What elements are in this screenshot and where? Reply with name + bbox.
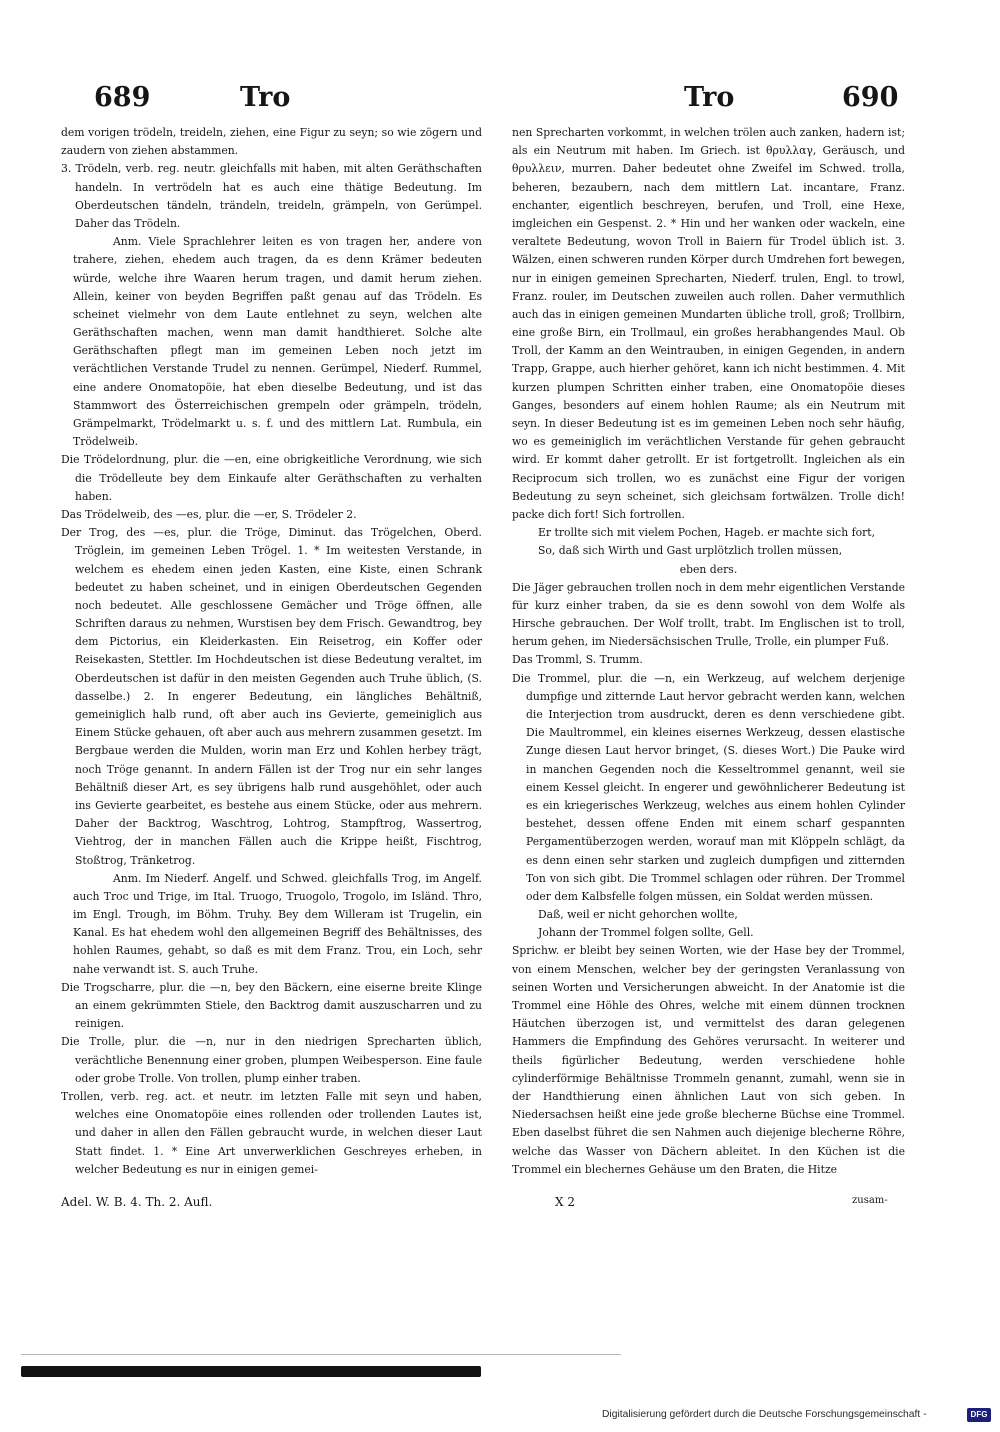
left-catchword: Tro: [240, 82, 291, 113]
entry-trolle: Die Trolle, plur. die —n, nur in den niedrigen Sprecharten üblich, verächtliche Benennung einer groben, plumpen Weibesperson. Eine faule oder grobe Trolle. Von trollen, plump einher traben.: [61, 1035, 482, 1085]
entry-continuation: dem vorigen trödeln, treideln, ziehen, eine Figur zu seyn; so wie zögern und zaudern von ziehen abstammen.: [61, 126, 482, 158]
quote-verse-3: Daß, weil er nicht gehorchen wollte,: [538, 908, 738, 922]
left-page-number: 689: [94, 82, 151, 113]
entry-trogscharre: Die Trogscharre, plur. die —n, bey den Bäckern, eine eiserne breite Klinge an einem gekrümmten Stiele, den Backtrog damit auszuscharren und zu reinigen.: [61, 980, 482, 1031]
entry-trommel-continued: Sprichw. er bleibt bey seinen Worten, wie der Hase bey der Trommel, von einem Menschen, welcher bey der geringsten Veranlassung von seinen Worten und Versicherungen abweicht. In der Anatomie ist die Trommel eine Höhle des Ohres, welche mit einem dünnen trocknen Häutchen überzogen ist, und vermittelst des daran gelegenen Hammers die Empfindung des Gehöres verursacht. In weiterer und theils figürlicher Bedeutung, werden verschiedene hohle cylinderförmige Behältnisse Trommeln genannt, zumahl, wenn sie in der Handthierung einen ähnlichen Laut von sich geben. In Niedersachsen heißt eine jede große blecherne Büchse eine Trommel. Eben daselbst führet die sen Nahmen auch diejenige blecherne Röhre, welche das Wasser von Dächern ableitet. In den Küchen ist die Trommel ein blechernes Gehäuse um den Braten, die Hitze: [512, 944, 905, 1176]
dfg-logo-text: DFG: [970, 1410, 988, 1419]
quote-verse-4: Johann der Trommel folgen sollte, Gell.: [538, 926, 754, 940]
right-catchword-foot: zusam-: [852, 1195, 888, 1206]
annotation-trog: Anm. Im Niederf. Angelf. und Schwed. gleichfalls Trog, im Angelf. auch Troc und Trige, im Ital. Truogo, Truogolo, Trogolo, im Isländ. Thro, im Engl. Trough, im Böhm. Truhy. Bey dem Willeram ist Trugelin, ein Kanal. Es hat ehedem wohl den allgemeinen Begriff des Behältnisses, des hohlen Raumes, gehabt, so daß es mit dem Franz. Trou, ein Loch, sehr nahe verwandt ist. S. auch Truhe.: [73, 871, 482, 976]
entry-trommel: Die Trommel, plur. die —n, ein Werkzeug, auf welchem derjenige dumpfige und zitternde Laut hervor gebracht werden kann, welchen die Interjection trom ausdruckt, deren es denn verschiedene gibt. Die Maultrommel, ein kleines eisernes Werkzeug, dessen elastische Zunge diesen Laut hervor bringet, (S. dieses Wort.) Die Pauke wird in manchen Gegenden noch die Kesseltrommel genannt, weil sie einem Kessel gleicht. In engerer und gewöhnlicherer Bedeutung ist es ein kriegerisches Werkzeug, welches aus einem hohlen Cylinder bestehet, dessen offene Enden mit einem scharf gespannten Pergamentüberzogen werden, worauf man mit Klöppeln schlägt, da es denn einen sehr starken und zugleich dumpfigen und zitternden Ton von sich gibt. Die Trommel schlagen oder rühren. Der Trommel oder dem Kalbsfelle folgen müssen, ein Soldat werden müssen.: [512, 671, 905, 903]
right-catchword: Tro: [684, 82, 735, 113]
entry-troedelweib: Das Trödelweib, des —es, plur. die —er, S. Trödeler 2.: [61, 507, 357, 521]
scan-edge-shadow: [21, 1366, 481, 1377]
dfg-logo-icon: [967, 1408, 991, 1422]
left-signature-line: Adel. W. B. 4. Th. 2. Aufl.: [61, 1195, 213, 1209]
right-signature-mark: X 2: [555, 1195, 575, 1209]
scan-edge-line: [21, 1354, 621, 1355]
entry-troedeln: 3. Trödeln, verb. reg. neutr. gleichfalls mit haben, mit alten Geräthschaften handeln. In vertrödeln hat es auch eine thätige Bedeutung. Im Oberdeutschen tändeln, trändeln, treideln, grämpeln, von Gerümpel. Daher das Trödeln.: [61, 162, 482, 230]
quote-verse-2: So, daß sich Wirth und Gast urplötzlich trollen müssen,: [538, 544, 843, 558]
annotation-troedeln: Anm. Viele Sprachlehrer leiten es von tragen her, andere von trahere, ziehen, ehedem auch tragen, da es denn Krämer bedeuten würde, welche ihre Waaren herum tragen, und damit herum ziehen. Allein, keiner von beyden Begriffen paßt genau auf das Trödeln. Es scheinet vielmehr von dem Laute entlehnet zu seyn, welchen alte Geräthschaften machen, wenn man damit handthieret. Solche alte Geräthschaften pflegt man im gemeinen Leben noch jetzt im verächtlichen Verstande Trudel zu nennen. Gerümpel, Niederf. Rummel, eine andere Onomatopöie, hat eben dieselbe Bedeutung, und ist das Stammwort des Österreichischen grempeln oder grämpeln, trödeln, Grämpelmarkt, Trödelmarkt u. s. f. und des mittlern Lat. Rumbula, ein Trödelweib.: [73, 235, 482, 449]
left-column: [61, 124, 482, 1179]
entry-trollen-hunters: Die Jäger gebrauchen trollen noch in dem mehr eigentlichen Verstande für kurz einher traben, da sie es denn sowohl von dem Wolfe als Hirsche gebrauchen. Der Wolf trollt, trabt. Im Englischen ist to troll, herum gehen, im Niedersächsischen Trulle, Trolle, ein plumper Fuß.: [512, 580, 905, 649]
entry-trollen-continued: nen Sprecharten vorkommt, in welchen trölen auch zanken, hadern ist; als ein Neutrum mit haben. Im Griech. ist θρυλλαγ, Geräusch, und θρυλλειν, murren. Daher bedeutet ohne Zweifel im Schwed. trolla, beheren, bezaubern, nach dem mittlern Lat. incantare, Franz. enchanter, eigentlich beschreyen, berufen, und Troll, eine Hexe, imgleichen ein Gespenst. 2. * Hin und her wanken oder wackeln, eine veraltete Bedeutung, wovon Troll in Baiern für Trodel üblich ist. 3. Wälzen, einen schweren runden Körper durch Umdrehen fort bewegen, nur in einigen gemeinen Sprecharten, Niederf. trulen, Engl. to trowl, Franz. rouler, im Deutschen zuweilen auch rollen. Daher vermuthlich auch das in einigen gemeinen Mundarten übliche troll, groß; Trollbirn, eine große Birn, ein Trollmaul, ein großes herabhangendes Maul. Ob Troll, der Kamm an den Weintrauben, in einigen Gegenden, in andern Trapp, Grappe, auch hierher gehöret, kann ich nicht bestimmen. 4. Mit kurzen plumpen Schritten einher traben, eine Onomatopöie dieses Ganges, besonders auf einem hohlen Raume; als ein Neutrum mit seyn. In dieser Bedeutung ist es im gemeinen Leben noch sehr häufig, wo es gemeiniglich im verächtlichen Verstande für gehen gebraucht wird. Er kommt daher getrollt. Er ist fortgetrollt. Ingleichen als ein Reciprocum sich trollen, wo es zunächst eine Figur der vorigen Bedeutung zu seyn scheinet, sich gleichsam fortwälzen. Trolle dich! packe dich fort! Sich fortrollen.: [512, 126, 905, 521]
quote-source: eben ders.: [679, 562, 738, 576]
right-column: [512, 124, 905, 1179]
entry-trollen: Trollen, verb. reg. act. et neutr. im letzten Falle mit seyn und haben, welches eine Onomatopöie eines rollenden oder trollenden Lautes ist, und daher in allen den Fällen gebraucht wurde, in welchen dieser Laut Statt findet. 1. * Eine Art unverwerklichen Geschreyes erheben, in welcher Bedeutung es nur in einigen gemei-: [61, 1089, 482, 1176]
entry-tromml: Das Tromml, S. Trumm.: [512, 653, 643, 667]
right-page-number: 690: [842, 82, 899, 113]
entry-trog: Der Trog, des —es, plur. die Tröge, Diminut. das Trögelchen, Oberd. Tröglein, im gemeinen Leben Trögel. 1. * Im weitesten Verstande, in welchem es ehedem einen jeden Kasten, eine Kiste, einen Schrank bedeutet zu haben scheinet, und in einigen Oberdeutschen Gegenden noch bedeutet. Alle geschlossene Gemächer und Tröge öffnen, alle Schriften daraus zu nehmen, Wurstisen bey dem Frisch. Gewandtrog, bey dem Pictorius, ein Kleiderkasten. Ein Reisetrog, ein Koffer oder Reisekasten, Stettler. Im Hochdeutschen ist diese Bedeutung veraltet, im Oberdeutschen ist dafür in den meisten Gegenden auch Truhe üblich, (S. dasselbe.) 2. In engerer Bedeutung, ein längliches Behältniß, gemeiniglich halb rund, oft aber auch ins Gevierte, gemeiniglich aus Einem Stücke gehauen, oft aber auch aus mehrern zusammen gesetzt. Im Bergbaue werden die Mulden, worin man Erz und Kohlen herbey trägt, noch Tröge genannt. In andern Fällen ist der Trog nur ein sehr langes Behältniß dieser Art, es sey übrigens halb rund ausgehöhlet, oder auch ins Gevierte gearbeitet, es bestehe aus einem Stücke, oder aus mehrern. Daher der Backtrog, Waschtrog, Lohtrog, Stampftrog, Wassertrog, Viehtrog, der in manchen Fällen auch die Krippe heißt, Fischtrog, Stoßtrog, Tränketrog.: [61, 526, 482, 867]
quote-verse-1: Er trollte sich mit vielem Pochen, Hageb. er machte sich fort,: [538, 526, 876, 540]
entry-troedelordnung: Die Trödelordnung, plur. die —en, eine obrigkeitliche Verordnung, wie sich die Trödelleute bey dem Einkaufe alter Geräthschaften zu verhalten haben.: [61, 453, 482, 503]
digitization-credit: Digitalisierung gefördert durch die Deutsche Forschungsgemeinschaft -: [602, 1409, 927, 1420]
